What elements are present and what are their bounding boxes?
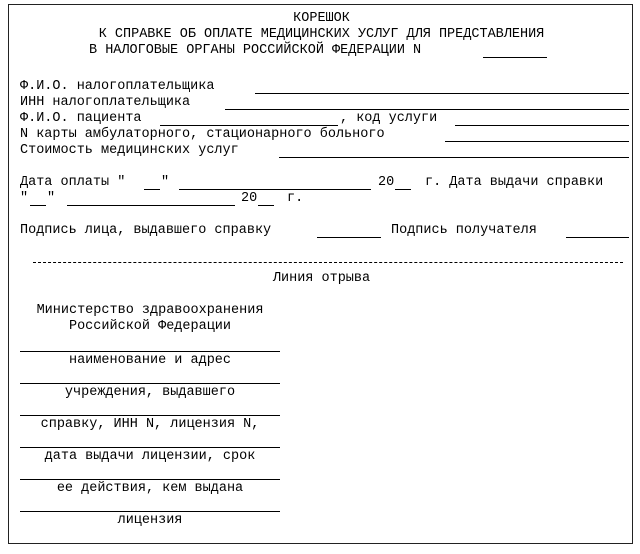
taxpayer-inn-line (225, 109, 629, 110)
patient-card-line (445, 141, 629, 142)
stub-line-4 (20, 447, 280, 448)
taxpayer-fio-label: Ф.И.О. налогоплательщика (20, 79, 215, 94)
issue-date-quote-close: " (47, 191, 56, 206)
receiver-signature-label: Подпись получателя (391, 223, 537, 238)
tear-line-label: Линия отрыва (272, 271, 371, 286)
stub-line-1 (20, 351, 280, 352)
ministry-line-2: Российской Федерации (68, 319, 232, 334)
issue-year-line (258, 205, 274, 206)
stub-line-5 (20, 479, 280, 480)
stub-caption-3: справку, ИНН N, лицензия N, (40, 417, 260, 432)
document-frame (8, 4, 633, 544)
stub-caption-2: учреждения, выдавшего (64, 385, 236, 400)
issue-year-suffix: г. (287, 191, 304, 206)
payment-day-line (144, 189, 160, 190)
taxpayer-fio-line (255, 93, 629, 94)
ministry-line-1: Министерство здравоохранения (36, 303, 264, 318)
issue-day-line (30, 205, 46, 206)
payment-date-quote: " (161, 175, 170, 190)
stub-caption-1: наименование и адрес (68, 353, 232, 368)
patient-fio-line (160, 125, 338, 126)
patient-fio-label: Ф.И.О. пациента (20, 111, 142, 126)
payment-year-prefix: 20 (378, 175, 395, 190)
tear-dashed-line (33, 262, 623, 263)
service-code-label: , код услуги (340, 111, 438, 126)
stub-line-6 (20, 511, 280, 512)
issue-date-label: г. Дата выдачи справки (425, 175, 604, 190)
issue-month-line (67, 205, 235, 206)
header-line-1: К СПРАВКЕ ОБ ОПЛАТЕ МЕДИЦИНСКИХ УСЛУГ ДЛЯ ПРЕДСТАВЛЕНИЯ (98, 27, 545, 42)
number-field-line (483, 57, 547, 58)
issuer-signature-line (317, 237, 381, 238)
header-line-2: В НАЛОГОВЫЕ ОРГАНЫ РОССИЙСКОЙ ФЕДЕРАЦИИ N (89, 43, 422, 58)
taxpayer-inn-label: ИНН налогоплательщика (20, 95, 191, 110)
issuer-signature-label: Подпись лица, выдавшего справку (20, 223, 272, 238)
stub-line-2 (20, 383, 280, 384)
payment-year-line (395, 189, 411, 190)
stub-caption-4: дата выдачи лицензии, срок (44, 449, 256, 464)
receiver-signature-line (566, 237, 629, 238)
stub-caption-6: лицензия (117, 513, 183, 528)
services-cost-line (279, 157, 629, 158)
patient-card-label: N карты амбулаторного, стационарного больного (20, 127, 385, 142)
stub-caption-5: ее действия, кем выдана (56, 481, 244, 496)
issue-year-prefix: 20 (241, 191, 258, 206)
document-title: КОРЕШОК (293, 11, 350, 26)
service-code-line (455, 125, 629, 126)
services-cost-label: Стоимость медицинских услуг (20, 143, 239, 158)
issue-date-quote-open: " (20, 191, 29, 206)
stub-line-3 (20, 415, 280, 416)
payment-date-label: Дата оплаты " (20, 175, 126, 190)
payment-month-line (179, 189, 371, 190)
